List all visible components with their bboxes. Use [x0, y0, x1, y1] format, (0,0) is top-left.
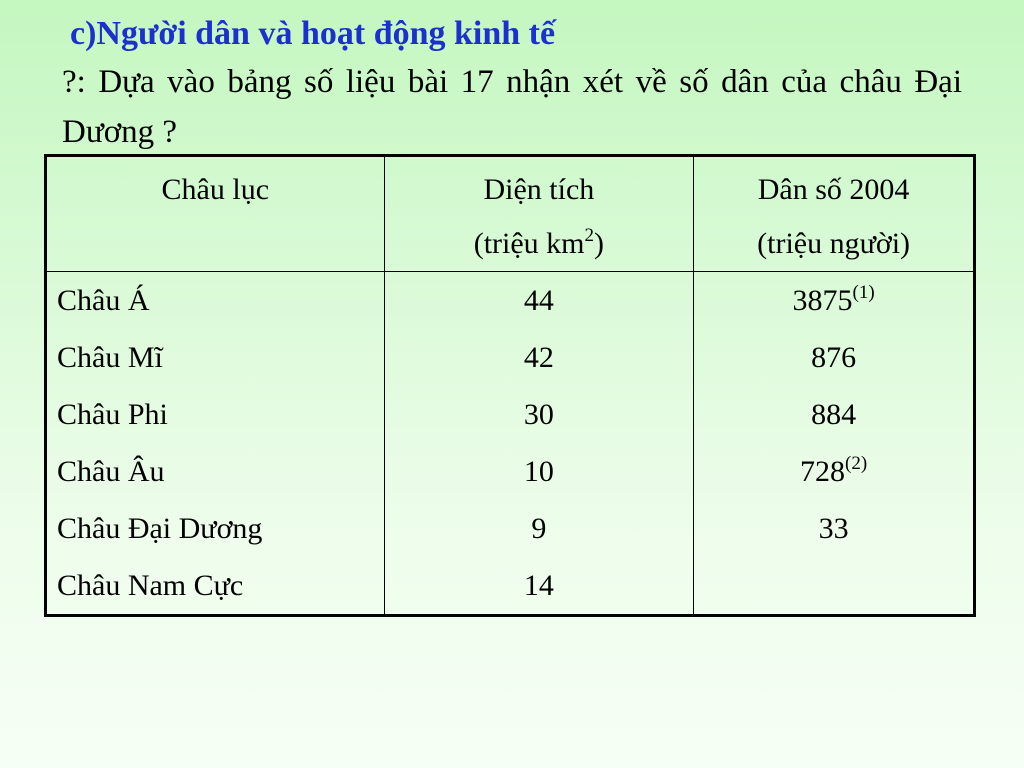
header-area-unit-text: (triệu km: [473, 227, 585, 260]
question-text: ?: Dựa vào bảng số liệu bài 17 nhận xét về số dân của châu Đại Dương ?: [62, 64, 962, 150]
population-note: (2): [845, 453, 868, 474]
population-cell: [694, 443, 973, 500]
area-cell: 9: [531, 512, 547, 545]
continent-cell: Châu Âu: [57, 455, 165, 488]
table-body-row: [46, 272, 975, 616]
area-column: [384, 272, 694, 616]
population-cell: [694, 386, 973, 443]
continent-cell: Châu Á: [57, 284, 150, 317]
area-cell: 10: [523, 455, 554, 488]
header-population: [694, 156, 975, 272]
population-cell: [694, 272, 973, 329]
header-population-unit: (triệu người): [757, 227, 911, 260]
population-cell: [694, 500, 973, 557]
population-value: 876: [811, 341, 857, 374]
population-value: 728: [800, 455, 845, 488]
area-cell: 14: [523, 569, 554, 602]
header-area-unit-close: ): [594, 227, 605, 260]
population-column: [694, 272, 975, 616]
population-note: (1): [852, 282, 875, 303]
table-header-row: [46, 156, 975, 272]
area-cell: 42: [523, 341, 554, 374]
header-population-label: Dân số 2004: [757, 173, 910, 206]
population-value: 3875: [792, 284, 853, 317]
header-continent-label: Châu lục: [161, 173, 270, 206]
population-cell: [694, 329, 973, 386]
population-value: 33: [818, 512, 849, 545]
area-cell: 44: [523, 284, 554, 317]
continent-cell: Châu Phi: [57, 398, 168, 431]
population-table: [44, 154, 976, 617]
area-cell: 30: [523, 398, 554, 431]
slide-title: c)Người dân và hoạt động kinh tế: [70, 15, 556, 52]
continent-cell: Châu Mĩ: [57, 341, 163, 374]
header-area-unit-sup: 2: [584, 225, 595, 246]
continent-cell: Châu Đại Dương: [57, 512, 263, 545]
continent-column: [46, 272, 385, 616]
population-cell: [694, 557, 973, 614]
header-area-label: Diện tích: [483, 173, 595, 206]
header-continent: [46, 156, 385, 272]
header-area-unit: [385, 217, 694, 271]
header-area: [384, 156, 694, 272]
continent-cell: Châu Nam Cực: [57, 569, 244, 602]
population-value: 884: [811, 398, 857, 431]
